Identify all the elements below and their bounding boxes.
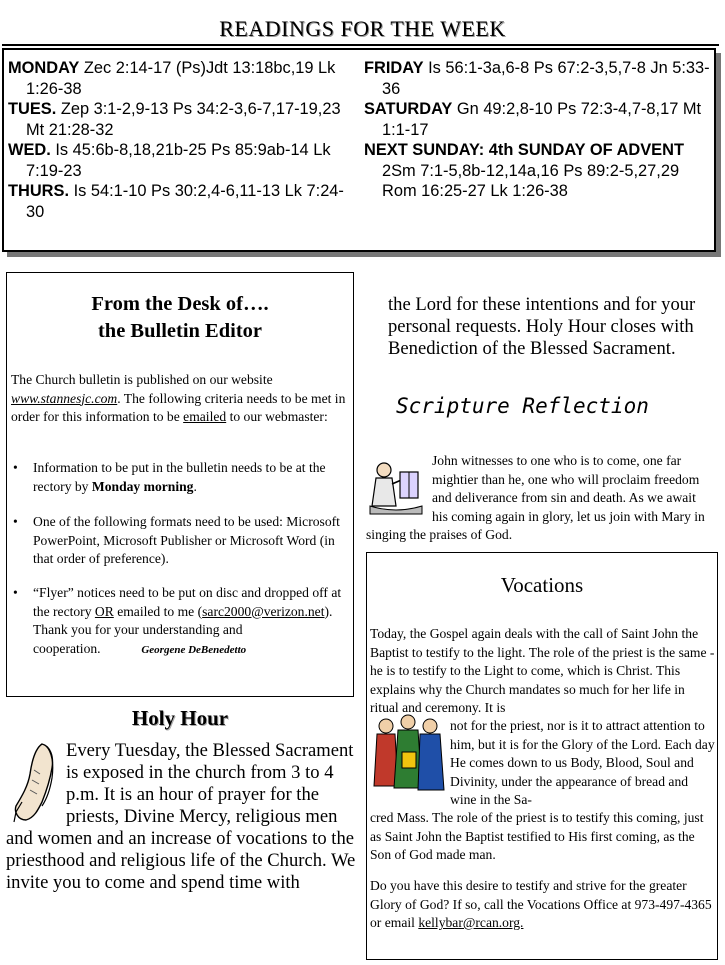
readings-box (2, 48, 716, 252)
or-text: OR (94, 603, 114, 619)
editor-intro-text: The Church bulletin is published on our website (11, 372, 273, 387)
reading-friday (364, 58, 714, 99)
reading-saturday (364, 99, 714, 140)
bullet-bold-text: Monday morning (91, 478, 194, 494)
scripture-reflection-title: Scripture Reflection (396, 394, 649, 418)
editor-intro-text: . The following criteria needs to be met in order for this information to be (11, 390, 346, 424)
editor-bullet-1 (11, 459, 349, 496)
title-divider (2, 44, 719, 46)
holy-hour-text: Every Tuesday, the Blessed Sacrament is exposed in the church from 3 to 4 p.m. It is an hour of prayer for the priests, Divine Mercy, religious men and women and an increase of vocations to the priesthood and religious life of the Church. We invite you to come and spend time with (6, 740, 356, 893)
emailed-text: emailed (183, 409, 227, 424)
saints-group-icon (372, 712, 448, 794)
hands-spacer (6, 740, 66, 828)
bullet-text: “Flyer” notices need to be put on disc and dropped off at the rectory (33, 585, 342, 619)
scripture-reflection-body (366, 452, 714, 545)
holy-hour-continued: the Lord for these intentions and for your personal requests. Holy Hour closes with Benediction of the Blessed Sacrament. (388, 294, 696, 359)
bullet-text: emailed to me ( (113, 603, 203, 619)
reading-citations: Zep 3:1-2,9-13 Ps 34:2-3,6-7,17-19,23 Mt 21:28-32 (26, 100, 341, 139)
bullet-text: One of the following formats need to be used: Microsoft PowerPoint, Microsoft Publisher or Microsoft Word (in that order of preference). (33, 514, 340, 566)
reading-next-sunday (364, 140, 714, 202)
editor-box (6, 272, 354, 697)
reading-citations: Zec 2:14-17 (Ps)Jdt 13:18bc,19 Lk 1:26-38 (26, 59, 336, 98)
editor-intro (11, 371, 349, 427)
editor-signature: Georgene DeBenedetto (141, 643, 247, 656)
reading-day-label: MONDAY (8, 59, 80, 77)
editor-intro-text: to our webmaster: (226, 409, 328, 424)
reading-day-label: NEXT SUNDAY: 4th SUNDAY OF ADVENT (364, 141, 684, 159)
reading-tuesday (8, 99, 358, 140)
vocations-para2 (370, 877, 716, 933)
vocations-email-link[interactable]: kellybar@rcan.org. (418, 915, 524, 930)
vocations-para2-text: Do you have this desire to testify and strive for the greater Glory of God? If so, call the Vocations Office at 973-497-4365 or email (370, 878, 712, 930)
editor-title-line2: the Bulletin Editor (97, 320, 262, 342)
reading-citations: Is 56:1-3a,6-8 Ps 67:2-3,5,7-8 Jn 5:33-36 (382, 59, 710, 98)
bullet-icon: • (13, 460, 18, 475)
reading-day-label: FRIDAY (364, 59, 424, 77)
reading-citations: Is 54:1-10 Ps 30:2,4-6,11-13 Lk 7:24-30 (26, 182, 344, 221)
jesus-spacer (366, 452, 432, 522)
vocations-para1-top: Today, the Gospel again deals with the call of Saint John the Baptist to testify to the light. The role of the priest is the same - he is to testify to the Light to come, which is Christ. This explains why the Church mandates so much for her life in ritual and ceremony. It is (370, 626, 715, 715)
readings-right-column (364, 58, 714, 202)
reading-citations: Gn 49:2,8-10 Ps 72:3-4,7-8,17 Mt 1:1-17 (382, 100, 702, 139)
bullet-text: Information to be put in the bulletin needs to be at the rectory by (33, 460, 326, 494)
scripture-reflection-text: John witnesses to one who is to come, one far mightier than he, one who will proclaim freedom and deliverance from sin and death. As we await his coming again in glory, let us join with Mary in singing the praises of God. (366, 453, 705, 542)
readings-title: READINGS FOR THE WEEK (219, 16, 506, 41)
bullet-icon: • (13, 585, 18, 600)
reading-day-label: WED. (8, 141, 51, 159)
readings-left-column (8, 58, 358, 222)
editor-bullet-3 (11, 584, 349, 659)
website-link[interactable]: www.stannesjc.com (11, 390, 118, 406)
reading-day-label: SATURDAY (364, 100, 453, 118)
editor-title-line1: From the Desk of…. (91, 293, 269, 315)
bullet-text: ). (324, 603, 333, 619)
reading-citations: 2Sm 7:1-5,8b-12,14a,16 Ps 89:2-5,27,29 Rom 16:25-27 Lk 1:26-38 (382, 161, 680, 200)
holy-hour-title: Holy Hour (131, 706, 229, 730)
reading-citations: Is 45:6b-8,18,21b-25 Ps 85:9ab-14 Lk 7:19-23 (26, 141, 331, 180)
vocations-para1-bottom: cred Mass. The role of the priest is to testify this coming, just as Saint John the Baptist testified to His first coming, as the Son of God made man. (370, 810, 704, 862)
reading-monday (8, 58, 358, 99)
vocations-para1-middle: not for the priest, nor is it to attract attention to him, but it is for the Glory of the Lord. Each day He comes down to us Body, Blood, Soul and Divinity, under the appearance of bread and wine in the Sa- (450, 718, 715, 807)
holy-hour-body (6, 740, 358, 894)
editor-title (7, 291, 353, 345)
reading-wednesday (8, 140, 358, 181)
vocations-title: Vocations (500, 573, 584, 597)
editor-email-link[interactable]: sarc2000@verizon.net (202, 603, 325, 619)
editor-bullet-2 (11, 513, 349, 569)
bullet-icon: • (13, 514, 18, 529)
thanks-text: Thank you for your understanding and cooperation. (33, 622, 243, 656)
reading-thursday (8, 181, 358, 222)
reading-day-label: TUES. (8, 100, 57, 118)
reading-day-label: THURS. (8, 182, 70, 200)
bullet-text: . (193, 478, 197, 494)
